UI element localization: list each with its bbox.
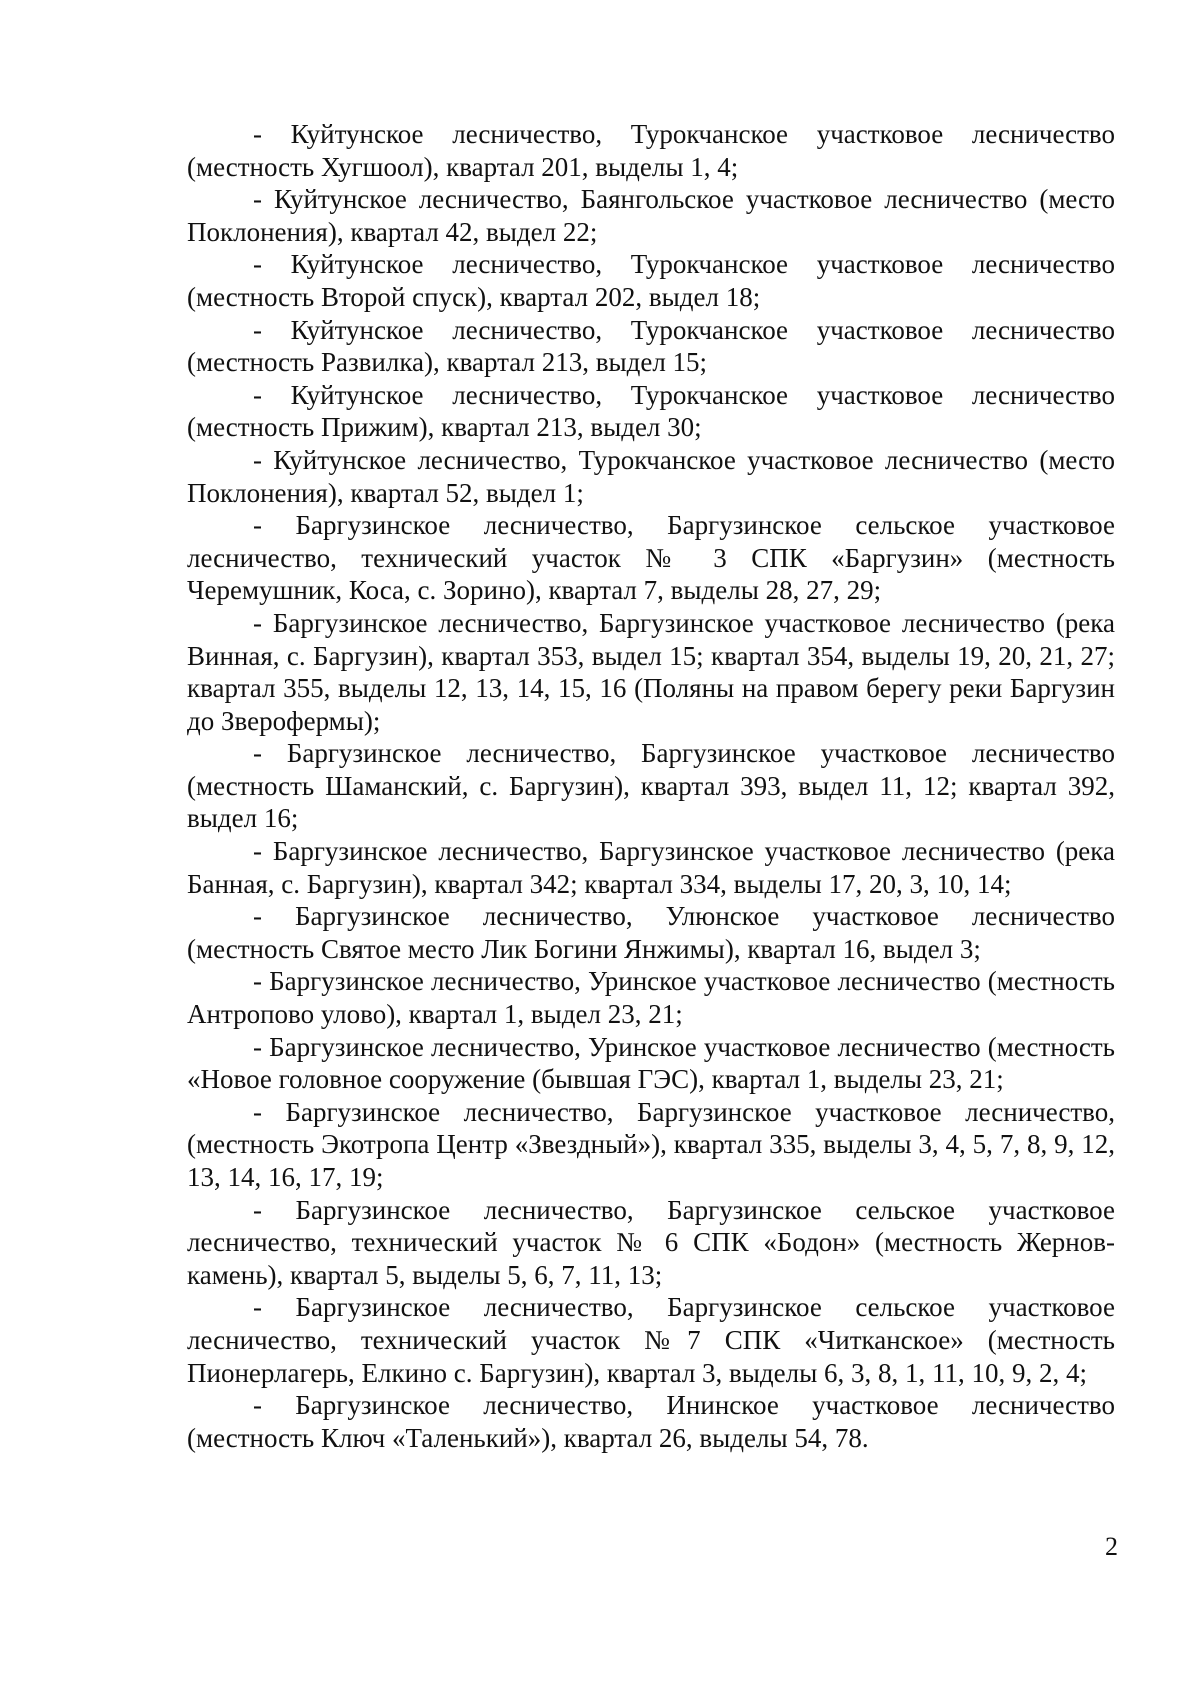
list-item: - Баргузинское лесничество, Баргузинское сельское участковое лесничество, технический участок № 6 СПК «Бодон» (местность Жернов-камень), квартал 5, выделы 5, 6, 7, 11, 13;: [187, 1194, 1115, 1290]
list-item: - Баргузинское лесничество, Улюнское участковое лесничество (местность Святое место Лик Богини Янжимы), квартал 16, выдел 3;: [187, 901, 1115, 964]
list-item: - Баргузинское лесничество, Баргузинское участковое лесничество, (местность Экотропа Центр «Звездный»), квартал 335, выделы 3, 4, 5, 7, 8, 9, 12, 13, 14, 16, 17, 19;: [187, 1096, 1115, 1192]
page-number: 2: [1105, 1532, 1118, 1561]
document-body: [187, 118, 1115, 1454]
list-item: - Баргузинское лесничество, Баргузинское участковое лесничество (река Винная, с. Баргузин), квартал 353, выдел 15; квартал 354, выделы 19, 20, 21, 27; квартал 355, выделы 12, 13, 14, 15, 16 (Поляны на правом берегу реки Баргузин до Зверофермы);: [187, 607, 1115, 736]
list-item: - Куйтунское лесничество, Турокчанское участковое лесничество (местность Развилка), квартал 213, выдел 15;: [187, 314, 1115, 378]
list-item: - Куйтунское лесничество, Турокчанское участковое лесничество (местность Прижим), квартал 213, выдел 30;: [187, 379, 1115, 443]
list-item: - Куйтунское лесничество, Турокчанское участковое лесничество (место Поклонения), квартал 52, выдел 1;: [187, 444, 1115, 508]
list-item: - Куйтунское лесничество, Турокчанское участковое лесничество (местность Хугшоол), квартал 201, выделы 1, 4;: [187, 119, 1115, 182]
list-item: - Баргузинское лесничество, Ининское участковое лесничество (местность Ключ «Таленький»), квартал 26, выделы 54, 78.: [187, 1390, 1115, 1453]
list-item: - Баргузинское лесничество, Уринское участковое лесничество (местность «Новое головное сооружение (бывшая ГЭС), квартал 1, выделы 23, 21;: [187, 1031, 1115, 1095]
list-item: - Баргузинское лесничество, Баргузинское сельское участковое лесничество, технический участок №7 СПК «Читканское» (местность Пионерлагерь, Елкино с. Баргузин), квартал 3, выделы 6, 3, 8, 1, 11, 10, 9, 2, 4;: [187, 1292, 1115, 1388]
list-item: - Куйтунское лесничество, Баянгольское участковое лесничество (место Поклонения), квартал 42, выдел 22;: [187, 184, 1115, 247]
list-item: - Баргузинское лесничество, Уринское участковое лесничество (местность Антропово улово), квартал 1, выдел 23, 21;: [187, 966, 1115, 1030]
list-item: - Куйтунское лесничество, Турокчанское участковое лесничество (местность Второй спуск), квартал 202, выдел 18;: [187, 249, 1115, 312]
list-item: - Баргузинское лесничество, Баргузинское сельское участковое лесничество, технический участок № 3 СПК «Баргузин» (местность Черемушник, Коса, с. Зорино), квартал 7, выделы 28, 27, 29;: [187, 510, 1115, 606]
list-item: - Баргузинское лесничество, Баргузинское участковое лесничество (река Банная, с. Баргузин), квартал 342; квартал 334, выделы 17, 20, 3, 10, 14;: [187, 836, 1115, 899]
list-item: - Баргузинское лесничество, Баргузинское участковое лесничество (местность Шаманский, с. Баргузин), квартал 393, выдел 11, 12; квартал 392, выдел 16;: [187, 738, 1115, 834]
